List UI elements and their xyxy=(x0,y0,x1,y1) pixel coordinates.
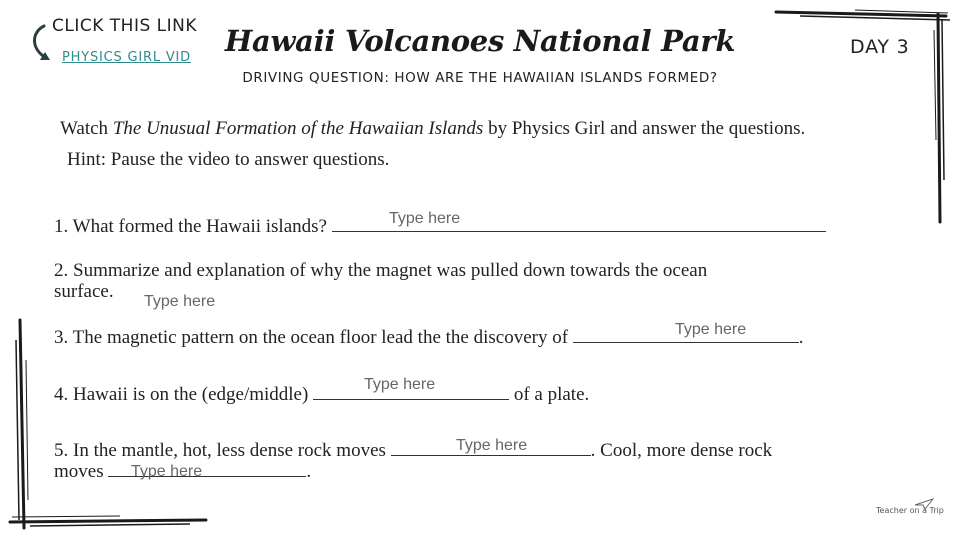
click-link-label: CLICK THIS LINK xyxy=(52,16,198,36)
question-5-mid: . Cool, more dense rock xyxy=(590,440,773,461)
hint-text: Hint: Pause the video to answer questions. xyxy=(67,149,390,170)
question-5-line1 xyxy=(54,440,772,461)
question-5-end: . xyxy=(306,461,312,482)
video-title: The Unusual Formation of the Hawaiian Islands xyxy=(112,118,484,139)
question-3-end: . xyxy=(798,327,804,348)
q1-answer-input[interactable] xyxy=(389,209,689,229)
q5a-answer-input[interactable] xyxy=(456,436,636,456)
question-2-text-line2: surface. xyxy=(54,281,114,302)
physics-girl-video-link[interactable]: PHYSICS GIRL VID xyxy=(62,50,191,65)
driving-question: DRIVING QUESTION: HOW ARE THE HAWAIIAN ISLANDS FORMED? xyxy=(242,70,718,86)
watermark: Teacher on a Trip xyxy=(876,506,944,515)
question-5-text: 5. In the mantle, hot, less dense rock moves xyxy=(54,440,386,461)
watch-instruction xyxy=(60,118,805,140)
question-3-text: 3. The magnetic pattern on the ocean floor lead the the discovery of xyxy=(54,327,569,348)
q3-answer-input[interactable] xyxy=(675,320,875,340)
question-5-line2-text: moves xyxy=(54,461,104,482)
q4-answer-input[interactable] xyxy=(364,375,544,395)
q5b-answer-input[interactable] xyxy=(131,462,311,482)
question-1-text: 1. What formed the Hawaii islands? xyxy=(54,216,327,237)
question-4-text: 4. Hawaii is on the (edge/middle) xyxy=(54,384,309,405)
watch-suffix: by Physics Girl and answer the questions. xyxy=(483,118,806,139)
q2-answer-input[interactable] xyxy=(144,292,644,312)
question-2-text-line1: 2. Summarize and explanation of why the magnet was pulled down towards the ocean xyxy=(54,260,708,281)
page-title: Hawaii Volcanoes National Park xyxy=(224,24,736,58)
watch-prefix: Watch xyxy=(60,118,113,139)
question-4-end: of a plate. xyxy=(513,384,590,405)
day-label: DAY 3 xyxy=(850,36,910,58)
